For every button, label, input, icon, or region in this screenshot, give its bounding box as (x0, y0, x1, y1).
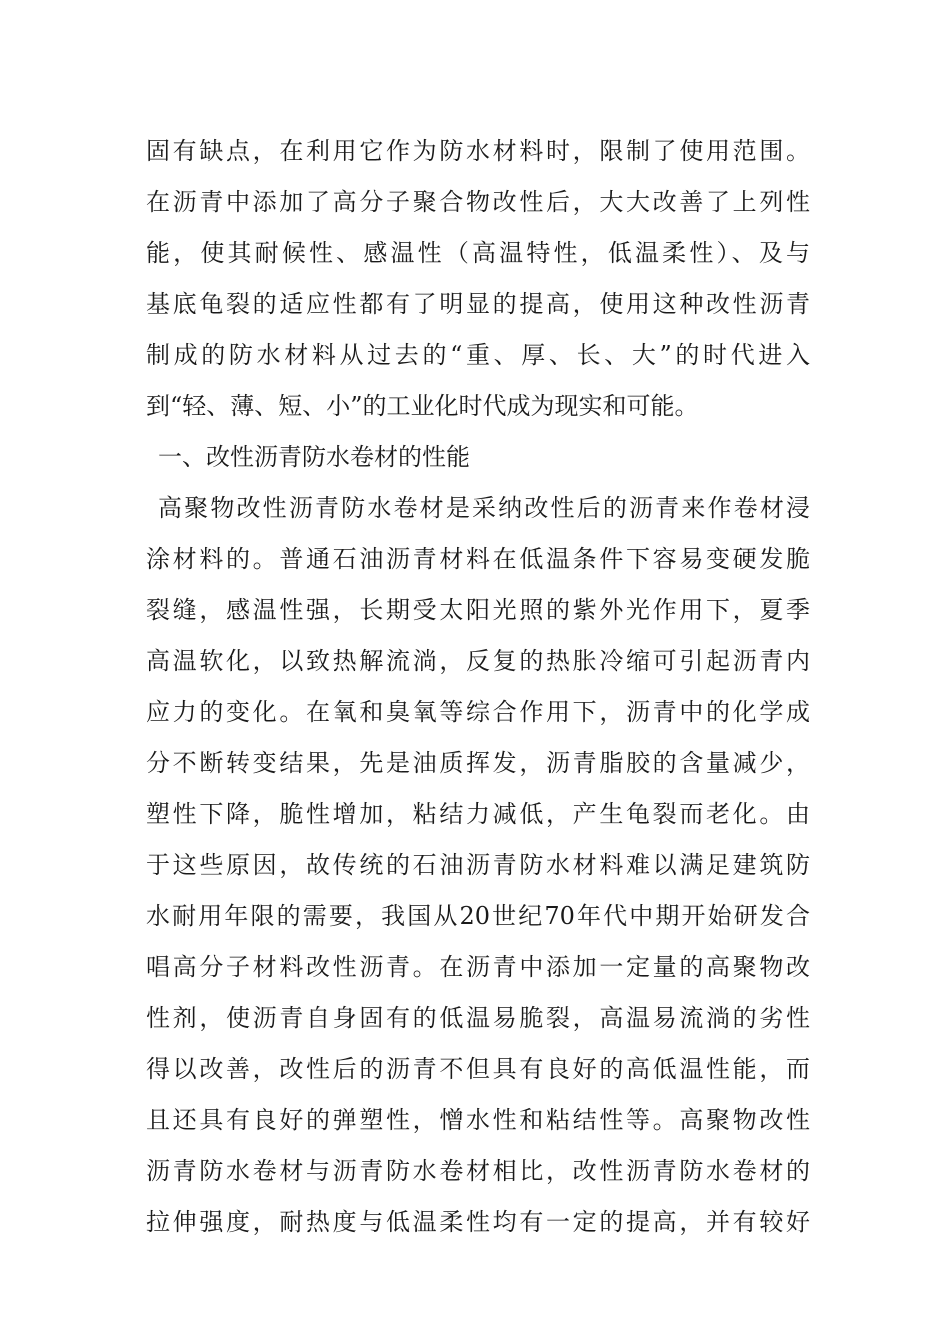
text-line: 基底龟裂的适应性都有了明显的提高，使用这种改性沥青 (146, 290, 810, 318)
text-line: 沥青防水卷材与沥青防水卷材相比，改性沥青防水卷材的 (146, 1157, 810, 1185)
text-line: 分不断转变结果，先是油质挥发，沥青脂胶的含量减少， (146, 749, 810, 777)
text-line: 制成的防水材料从过去的“重、厚、长、大”的时代进入 (146, 341, 810, 369)
text-line: 涂材料的。普通石油沥青材料在低温条件下容易变硬发脆 (146, 545, 810, 573)
text-line: 应力的变化。在氧和臭氧等综合作用下，沥青中的化学成 (146, 698, 810, 726)
text-line: 在沥青中添加了高分子聚合物改性后，大大改善了上列性 (146, 188, 810, 216)
text-line: 得以改善，改性后的沥青不但具有良好的高低温性能，而 (146, 1055, 810, 1083)
text-line: 塑性下降，脆性增加，粘结力减低，产生龟裂而老化。由 (146, 800, 810, 828)
text-line: 唱高分子材料改性沥青。在沥青中添加一定量的高聚物改 (146, 953, 810, 981)
text-line: 且还具有良好的弹塑性，憎水性和粘结性等。高聚物改性 (146, 1106, 810, 1134)
text-line: 水耐用年限的需要，我国从20世纪70年代中期开始研发合 (146, 902, 810, 930)
text-line: 裂缝，感温性强，长期受太阳光照的紫外光作用下，夏季 (146, 596, 810, 624)
document-body (146, 126, 810, 1248)
text-line: 拉伸强度，耐热度与低温柔性均有一定的提高，并有较好 (146, 1208, 810, 1236)
text-line: 于这些原因，故传统的石油沥青防水材料难以满足建筑防 (146, 851, 810, 879)
text-line: 固有缺点，在利用它作为防水材料时，限制了使用范围。 (146, 137, 810, 165)
text-line: 到“轻、薄、短、小”的工业化时代成为现实和可能。 (146, 392, 699, 420)
text-line: 高温软化，以致热解流淌，反复的热胀冷缩可引起沥青内 (146, 647, 810, 675)
section-heading: 一、改性沥青防水卷材的性能 (158, 443, 470, 471)
text-line: 能，使其耐候性、感温性（高温特性，低温柔性）、及与 (146, 239, 810, 267)
text-line: 高聚物改性沥青防水卷材是采纳改性后的沥青来作卷材浸 (158, 494, 810, 522)
text-line: 性剂，使沥青自身固有的低温易脆裂，高温易流淌的劣性 (146, 1004, 810, 1032)
